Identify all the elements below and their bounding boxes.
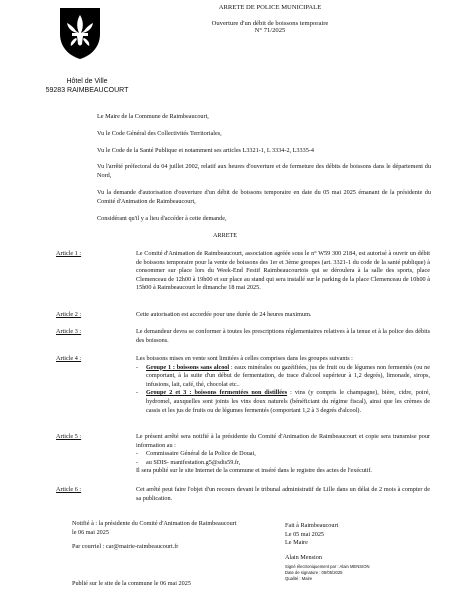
sender-address — [32, 77, 142, 95]
article-6-text: Cet arrêté peut faire l'objet d'un recours devant le tribunal administratif de Lille dans un délai de 2 mois à compter de sa publication. — [136, 486, 430, 502]
article-2-label: Article 2 : — [56, 311, 82, 318]
postal-town-label: 59283 RAIMBEAUCOURT — [45, 87, 129, 94]
e-signature-role: Qualité : Maire — [285, 575, 313, 581]
article-3-label: Article 3 : — [56, 328, 82, 335]
preamble-6: Considérant qu'il y a lieu d'accéder à cette demande, — [97, 215, 227, 222]
notification-block — [72, 520, 272, 552]
notified-date: le 06 mai 2025 — [72, 528, 109, 536]
signature-date: Le 05 mai 2025 — [285, 530, 325, 538]
preamble-3: Vu le Code de la Santé Publique et notamment ses articles L3321-1, L 3334-2, L3335-4 — [97, 147, 314, 154]
signature-name: Alain Mension — [285, 553, 322, 561]
e-signature-date: Date de signature : 05/05/2025 — [285, 569, 343, 575]
document-title: ARRETE DE POLICE MUNICIPALE — [218, 4, 322, 11]
recipient-item: - Commissaire Général de la Police de Douai, — [136, 450, 430, 459]
group-1-text: : eaux minérales ou gazéifiées, jus de fruit ou de légumes non fermentés (ou ne comportant, à la suite d'un début de fermentation, de trace d'alcool supérieur à 1,2 degrés), limonade, sirops, infusions, lait, café, thé, chocolat etc.. — [146, 363, 431, 388]
electronic-signature — [285, 564, 435, 581]
article-4-body — [136, 355, 430, 415]
document-header — [170, 4, 370, 34]
article-5-tail: Il sera publié sur le site Internet de la commune et inséré dans le registre des actes de l'exécutif. — [136, 467, 372, 475]
article-3-text: Le demandeur devra se conformer à toutes les prescriptions réglementaires relatives à la tenue et à la police des débits des boissons. — [136, 328, 430, 344]
article-5-label: Article 5 : — [56, 433, 82, 440]
article-2-text: Cette autorisation est accordée pour une durée de 24 heures maximum. — [136, 311, 312, 318]
e-signature-signer: Signé électroniquement par : Alain MENSION — [285, 564, 370, 570]
recipients-list — [136, 450, 430, 467]
document-subject: Ouverture d'un débit de boissons temporaire — [211, 20, 329, 27]
signature-block — [285, 522, 435, 581]
article-6-label: Article 6 : — [56, 486, 82, 493]
article-4-label: Article 4 : — [56, 355, 82, 362]
group-1-item — [136, 364, 430, 390]
group-1-title: Groupe 1 : boissons sans alcool — [146, 363, 230, 371]
article-1-label: Article 1 : — [56, 250, 82, 257]
group-2-title: Groupe 2 et 3 : boissons fermentées non distillées — [146, 389, 288, 397]
coat-of-arms-logo — [58, 6, 102, 60]
town-hall-label: Hôtel de Ville — [66, 78, 108, 85]
preamble-4: Vu l'arrêté préfectoral du 04 juillet 2002, relatif aux heures d'ouverture et de fermeture des débits de boissons dans le département du Nord, — [97, 163, 431, 179]
preamble-5: Vu la demande d'autorisation d'ouverture d'un débit de boissons temporaire en date du 05 mai 2025 émanant de la présidente du Comité d'Animation de Raimbeaucourt, — [97, 189, 431, 205]
notified-to: Notifié à : la présidente du Comité d'Animation de Raimbeaucourt — [72, 520, 237, 527]
article-5-body — [136, 433, 430, 476]
recipient-item: - au SDIS- manifestation.g5@sdis59.fr, — [136, 459, 430, 468]
group-2-text: : vins (y compris le champagne), bière, cidre, poiré, hydromel, auxquelles sont joints les vins doux naturels (bénéficiant du régime fiscal), ainsi que les crèmes de cassis et les jus de fruits ou de légumes fermentés (comportant 1,2 à 3 degrés d'alcool). — [146, 389, 430, 414]
article-5-text: Le présent arrêté sera notifié à la présidente du Comité d'Animation de Raimbeaucourt et copie sera transmise pour information au : — [136, 433, 430, 449]
signature-role: Le Maire — [285, 539, 308, 547]
preamble-1: Le Maire de la Commune de Raimbeaucourt, — [97, 113, 209, 120]
preamble-2: Vu le Code Général des Collectivités Territoriales, — [97, 130, 222, 137]
article-4-intro: Les boissons mises en vente sont limitées à celles comprises dans les groupes suivants : — [136, 355, 353, 362]
group-2-item — [136, 389, 430, 415]
publication-notice: Publié sur le site de la commune le 06 mai 2025 — [72, 580, 191, 587]
beverage-groups-list — [136, 364, 430, 416]
article-1-text: Le Comité d'Animation de Raimbeaucourt, association agréée sous le n° W59 300 2184, est autorisé à ouvrir un débit de boissons temporaire pour la vente de boissons des 1er et 3ème groupes (art. 3321-1 du code de la santé publique) à consommer sur place lors du Week-End Festif Raimbeaucourtois qui se déroulera à la salle des sports, place Clemenceau de 12h00 à 19h00 et sur place au stand qui sera installé sur le parking de la place Clemenceau de 10h00 à 15h00 à Raimbeaucourt le dimanche 18 mai 2025. — [136, 250, 430, 292]
arrete-heading: ARRETE — [212, 232, 238, 239]
document-number: N° 71/2025 — [254, 27, 286, 34]
signature-place: Fait à Raimbeaucourt — [285, 522, 339, 529]
notified-email: Par courriel : car@mairie-raimbeaucourt.fr — [72, 543, 179, 551]
